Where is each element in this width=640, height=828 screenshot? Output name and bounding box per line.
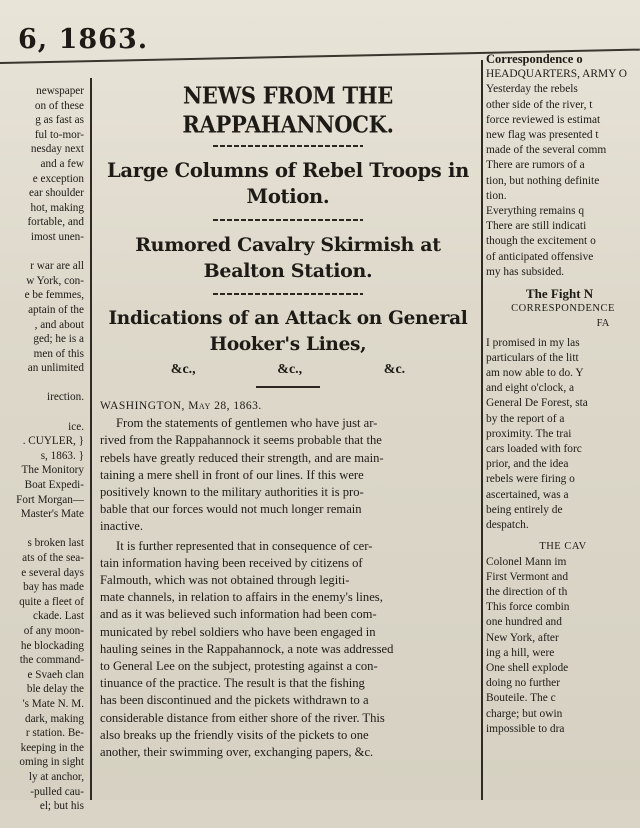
text-line: mate channels, in relation to affairs in the enemy's lines, xyxy=(100,590,383,605)
etc-row xyxy=(96,358,480,378)
text-line: dark, making xyxy=(24,712,84,725)
text-line: There are rumors of a xyxy=(486,159,585,172)
headline-attack: Indications of an Attack on General Hooker's Lines, xyxy=(108,308,468,355)
text-line: and eight o'clock, a xyxy=(486,382,575,395)
right-section: THE CAV xyxy=(539,541,587,553)
right-paragraph-b xyxy=(486,336,640,534)
text-line xyxy=(0,405,86,420)
column-rule-right xyxy=(481,60,483,800)
text-line: irection. xyxy=(47,391,84,404)
paragraph-2 xyxy=(100,538,476,762)
text-line: s, 1863. } xyxy=(40,449,84,462)
etc-mark: &c., xyxy=(277,362,303,377)
text-line: 's Mate N. M. xyxy=(22,697,84,710)
text-line: force reviewed is estimat xyxy=(486,113,601,126)
article-dateline: WASHINGTON, May 28, 1863. xyxy=(100,400,262,412)
text-line: men of this xyxy=(33,347,84,360)
text-line: hot, making xyxy=(30,201,84,214)
ornament-rule xyxy=(213,142,363,150)
text-line: by the report of a xyxy=(486,412,565,425)
text-line: ged; he is a xyxy=(33,333,84,346)
text-line: First Vermont and xyxy=(486,570,569,583)
text-line: being entirely de xyxy=(486,503,563,516)
text-line: to General Lee on the subject, protesting against a con- xyxy=(100,659,378,674)
right-correspondence: CORRESPONDENCE xyxy=(511,303,615,315)
text-line: ble delay the xyxy=(26,683,84,696)
text-line: made of the several comm xyxy=(486,144,607,157)
text-line: the direction of th xyxy=(486,585,568,598)
text-line: and a few xyxy=(40,157,84,170)
text-line: From the statements of gentlemen who have just ar- xyxy=(116,416,378,431)
text-line: ascertained, was a xyxy=(486,488,569,501)
text-line: bable that our forces would not much longer remain xyxy=(100,502,362,517)
text-line: . CUYLER, } xyxy=(22,435,84,448)
text-line: ly at anchor, xyxy=(28,770,84,783)
text-line: has been discontinued and the pickets withdrawn to a xyxy=(100,693,369,708)
text-line: newspaper xyxy=(36,85,84,97)
text-line: positively known to the military authorities it is pro- xyxy=(100,485,364,500)
text-line: oming in sight xyxy=(19,756,84,769)
text-line: ear shoulder xyxy=(29,187,84,200)
right-paragraph-c xyxy=(486,555,640,737)
text-line: It is further represented that in consequence of cer- xyxy=(116,538,373,553)
text-line: The Monitory xyxy=(21,464,84,477)
text-line xyxy=(0,245,86,260)
text-line: s broken last xyxy=(27,537,84,550)
text-line: e Svaeh clan xyxy=(27,668,84,681)
text-line: municated by rebel soldiers who have been engaged in xyxy=(100,624,376,639)
text-line: New York, after xyxy=(486,631,559,644)
column-rule-left xyxy=(90,78,92,800)
text-line: r war are all xyxy=(30,260,84,273)
text-line: he blockading xyxy=(20,639,84,652)
text-line: I promised in my las xyxy=(486,336,580,349)
text-line: Bouteile. The c xyxy=(486,692,556,705)
etc-mark: &c., xyxy=(170,362,196,377)
text-line: , and about xyxy=(34,318,84,331)
text-line: ice. xyxy=(68,420,84,433)
text-line: prior, and the idea xyxy=(486,458,569,471)
text-line: particulars of the litt xyxy=(486,351,579,364)
section-rule xyxy=(256,386,320,388)
text-line: the command- xyxy=(19,654,84,667)
text-line: of any moon- xyxy=(23,624,84,637)
text-line: General De Forest, sta xyxy=(486,397,588,410)
left-column xyxy=(0,84,86,813)
text-line: ful to-mor- xyxy=(34,128,84,141)
text-line: tion. xyxy=(486,189,507,202)
text-line xyxy=(0,814,86,828)
text-line: considerable distance from either shore of the river. This xyxy=(100,710,385,725)
text-line: rebels have greatly reduced their strength, and are main- xyxy=(100,450,384,465)
text-line: other side of the river, t xyxy=(486,98,593,111)
text-line: tain information having been received by citizens of xyxy=(100,555,363,570)
etc-mark: &c. xyxy=(383,362,406,377)
text-line xyxy=(0,522,86,537)
text-line: inactive. xyxy=(100,519,144,534)
text-line: Boat Expedi- xyxy=(24,479,84,492)
right-column-header: Correspondence o xyxy=(486,52,583,66)
text-line: Colonel Mann im xyxy=(486,555,567,568)
text-line: impossible to dra xyxy=(486,722,565,735)
paragraph-1 xyxy=(100,415,476,535)
text-line: of anticipated offensive xyxy=(486,250,594,263)
text-line: though the excitement o xyxy=(486,235,596,248)
text-line: nesday next xyxy=(30,143,84,156)
headline-troops: Large Columns of Rebel Troops in Motion. xyxy=(107,159,469,208)
text-line: proximity. The trai xyxy=(486,427,572,440)
text-line: HEADQUARTERS, ARMY O xyxy=(486,68,627,81)
headline-main: NEWS FROM THE RAPPAHANNOCK. xyxy=(182,80,394,138)
right-paragraph-a xyxy=(486,67,640,280)
text-line: bay has made xyxy=(23,581,84,594)
text-line: w York, con- xyxy=(26,274,84,287)
page-dateline: 6, 1863. xyxy=(18,24,149,55)
text-line: el; but his xyxy=(39,800,84,813)
text-line: keeping in the xyxy=(20,741,84,754)
text-line: Falmouth, which was not obtained through legiti- xyxy=(100,573,350,588)
text-line: doing no further xyxy=(486,677,561,690)
ornament-rule xyxy=(213,216,363,224)
text-line: One shell explode xyxy=(486,661,569,674)
text-line: another, their swimming over, exchanging papers, &c. xyxy=(100,745,374,760)
text-line: Everything remains q xyxy=(486,205,585,218)
text-line: despatch. xyxy=(486,519,529,532)
text-line: imost unen- xyxy=(30,230,84,243)
text-line: tion, but nothing definite xyxy=(486,174,600,187)
text-line xyxy=(0,376,86,391)
ornament-rule xyxy=(213,290,363,298)
text-line: tinuance of the practice. The result is that the fishing xyxy=(100,676,365,691)
text-line: quite a fleet of xyxy=(19,595,84,608)
text-line: am now able to do. Y xyxy=(486,367,584,380)
text-line: one hundred and xyxy=(486,616,562,629)
right-correspondence-sub: FA xyxy=(596,318,610,330)
text-line: an unlimited xyxy=(27,362,84,375)
text-line: Master's Mate xyxy=(20,508,84,521)
text-line: ing a hill, were xyxy=(486,646,555,659)
text-line: ckade. Last xyxy=(33,610,84,623)
text-line: g as fast as xyxy=(35,114,84,127)
text-line: This force combin xyxy=(486,601,570,614)
text-line: also breaks up the friendly visits of the pickets to one xyxy=(100,727,369,742)
text-line: -pulled cau- xyxy=(30,785,84,798)
text-line: ats of the sea- xyxy=(22,552,84,564)
text-line: and as it was believed such information had been com- xyxy=(100,607,377,622)
text-line: taining a mere shell in front of our lines. If this were xyxy=(100,467,364,482)
text-line: aptain of the xyxy=(28,303,84,316)
text-line: charge; but owin xyxy=(486,707,563,720)
text-line: on of these xyxy=(34,99,84,112)
text-line: rived from the Rappahannock it seems probable that the xyxy=(100,433,382,448)
text-line: new flag was presented t xyxy=(486,129,599,142)
text-line: fortable, and xyxy=(27,216,84,229)
text-line: e several days xyxy=(21,566,84,579)
right-subhead: The Fight N xyxy=(526,286,594,302)
text-line: rebels were firing o xyxy=(486,473,575,486)
text-line: cars loaded with forc xyxy=(486,443,582,456)
text-line: e be femmes, xyxy=(24,289,84,302)
text-line: r station. Be- xyxy=(25,727,84,740)
article-body xyxy=(96,398,480,761)
headline-skirmish: Rumored Cavalry Skirmish at Bealton Station. xyxy=(135,234,441,282)
text-line: Fort Morgan— xyxy=(16,493,84,506)
text-line: hauling seines in the Rappahannock, a note was addressed xyxy=(100,641,394,656)
text-line: e exception xyxy=(32,172,84,185)
text-line: my has subsided. xyxy=(486,265,565,278)
text-line: There are still indicati xyxy=(486,220,587,233)
right-column xyxy=(486,52,640,800)
text-line: Yesterday the rebels xyxy=(486,83,578,96)
main-article xyxy=(96,70,480,800)
